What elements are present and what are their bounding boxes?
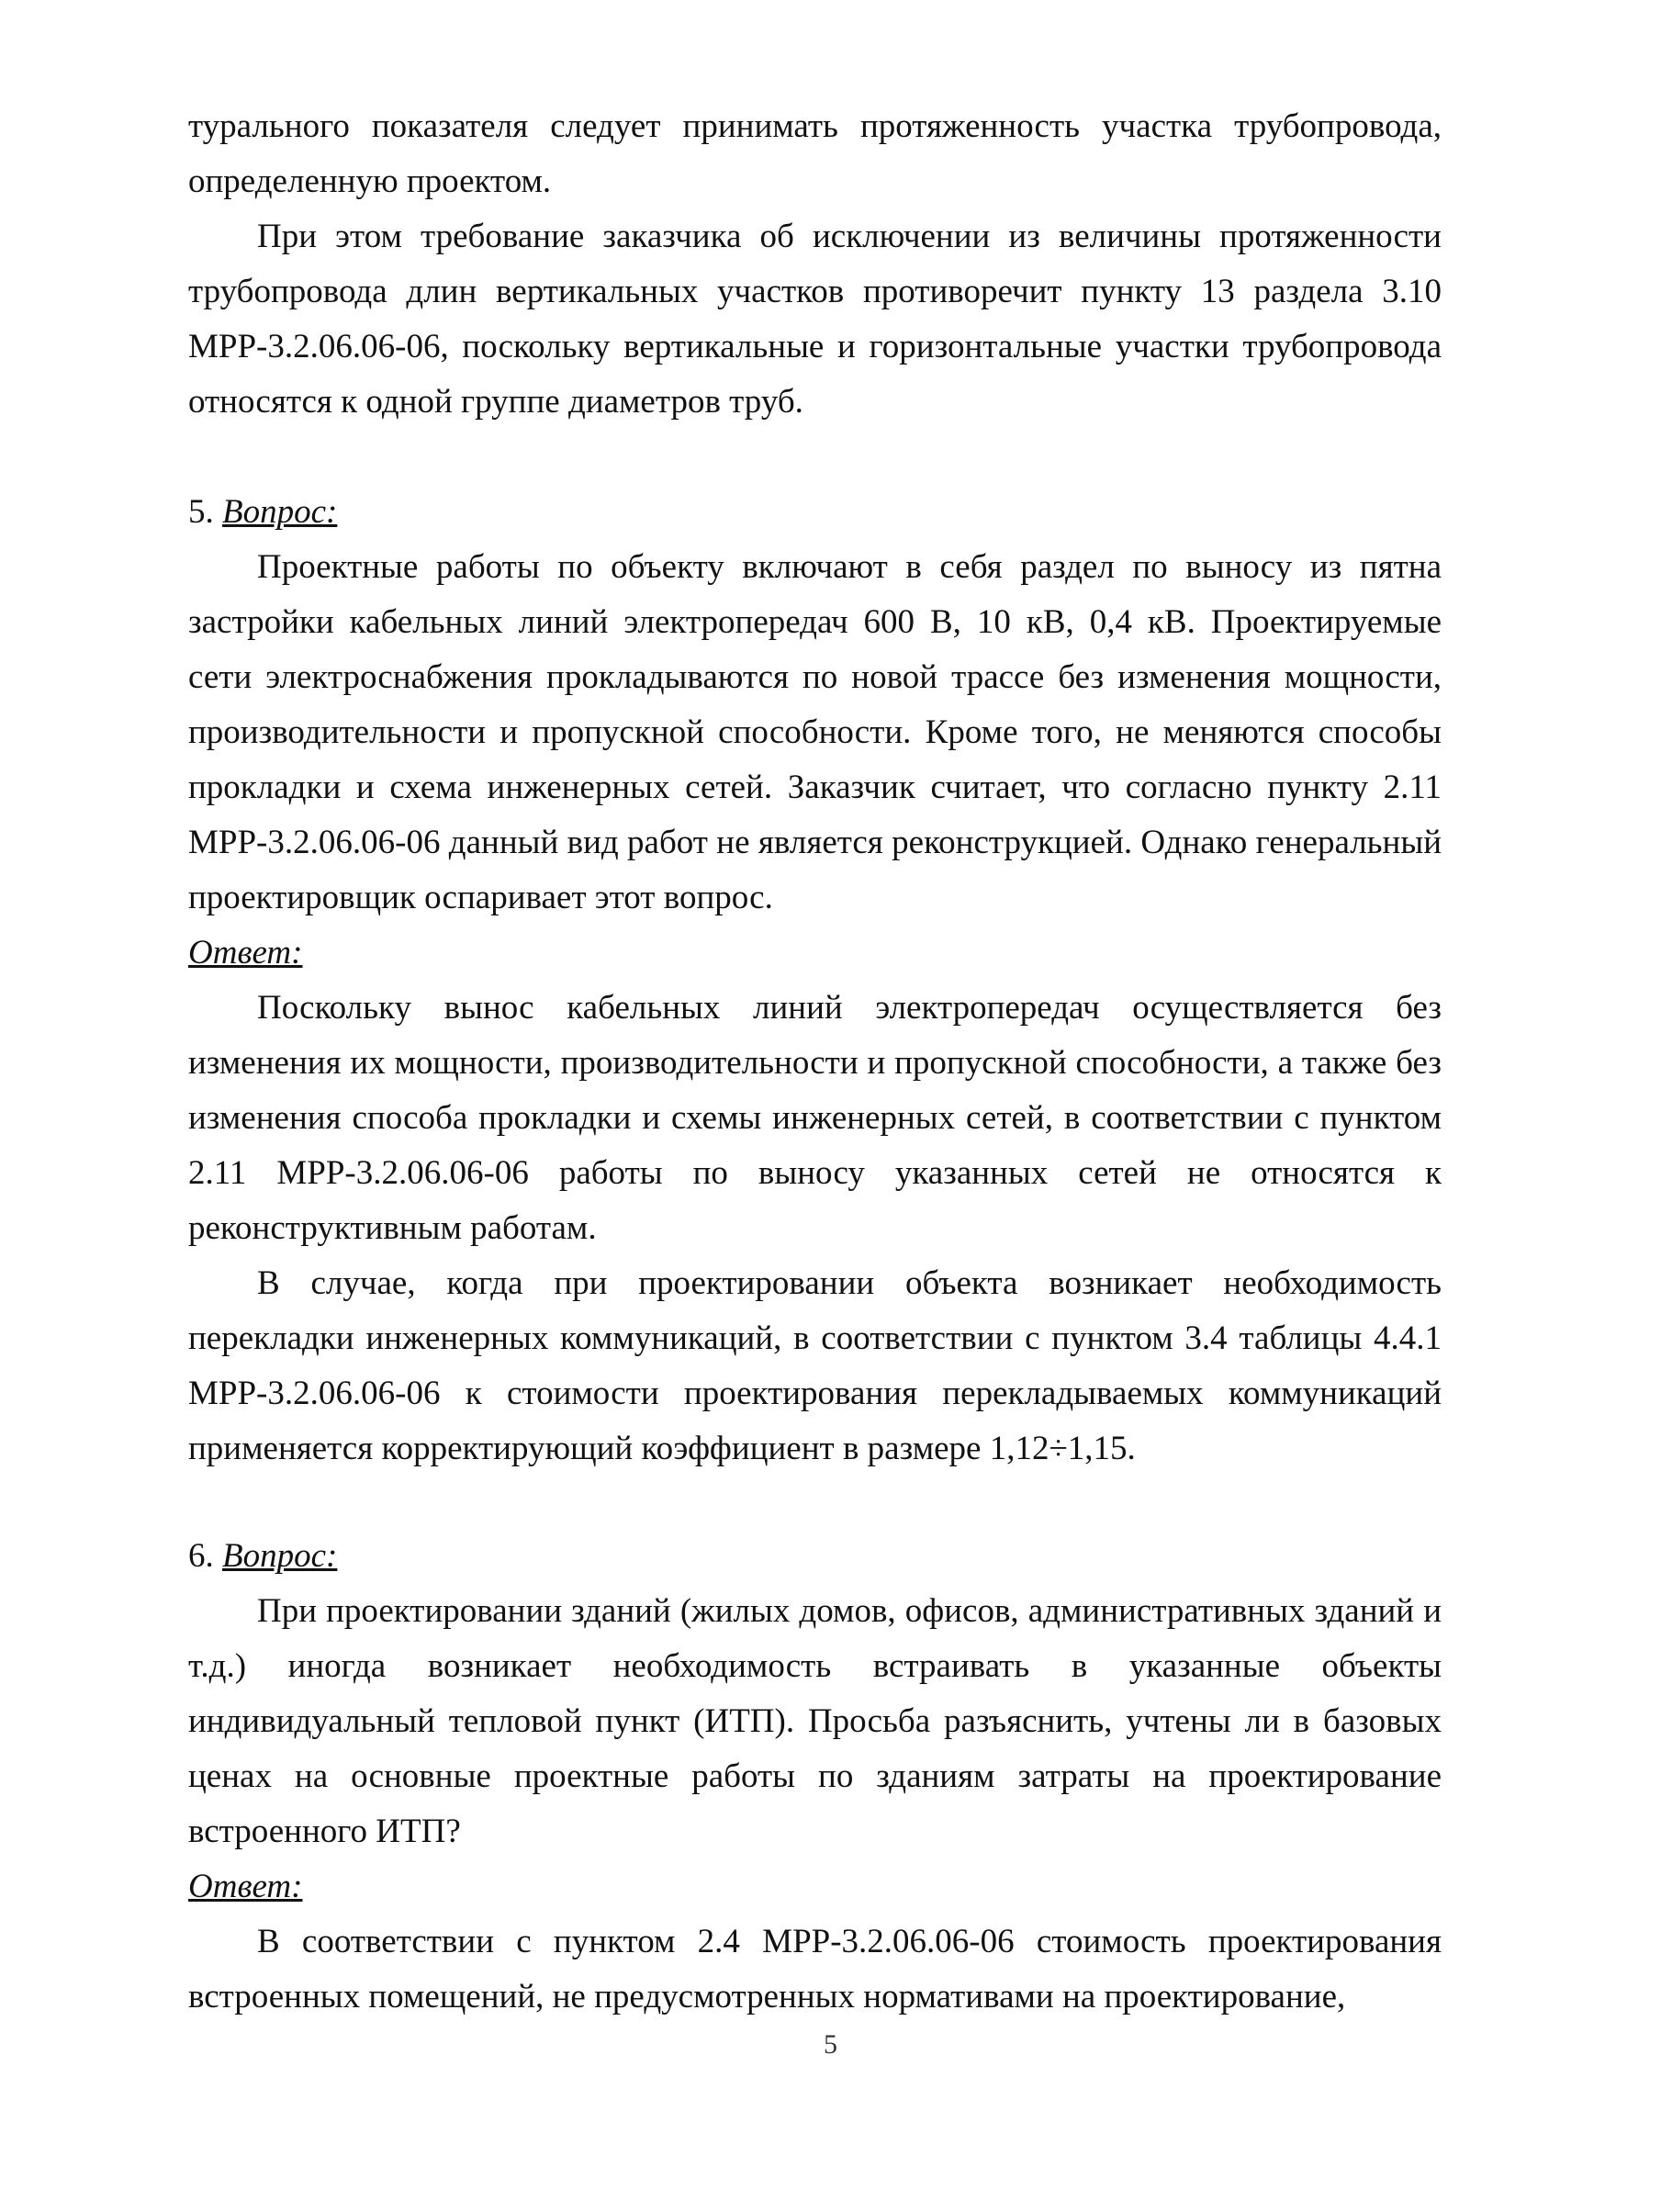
question-5-section	[188, 485, 1442, 1477]
answer-5-paragraph-1: Поскольку вынос кабельных линий электропередач осуществляется без изменения их мощности, производительности и пропускной способности, а также без изменения способа прокладки и схемы инженерных сетей, в соответствии с пунктом 2.11 МРР-3.2.06.06-06 работы по выносу указанных сетей не относятся к реконструктивным работам.	[188, 989, 1442, 1247]
intro-paragraph-1: турального показателя следует принимать протяженность участка трубопровода, определенную проектом.	[188, 107, 1442, 200]
question-5-label: Вопрос:	[222, 493, 338, 531]
question-6-label: Вопрос:	[222, 1537, 338, 1575]
page-number: 5	[824, 2029, 837, 2060]
answer-6-label: Ответ:	[188, 1868, 303, 1905]
question-6-number: 6.	[188, 1537, 214, 1575]
question-5-heading	[188, 485, 1442, 540]
intro-section	[188, 99, 1442, 430]
question-6-section	[188, 1529, 1442, 2025]
answer-5-paragraph-2: В случае, когда при проектировании объекта возникает необходимость перекладки инженерных коммуникаций, в соответствии с пунктом 3.4 таблицы 4.4.1 МРР-3.2.06.06-06 к стоимости проектирования перекладываемых коммуникаций применяется корректирующий коэффициент в размере 1,12÷1,15.	[188, 1264, 1442, 1467]
question-6-heading	[188, 1529, 1442, 1584]
question-6-text: При проектировании зданий (жилых домов, офисов, административных зданий и т.д.) иногда возникает необходимость встраивать в указанные объекты индивидуальный тепловой пункт (ИТП). Просьба разъяснить, учтены ли в базовых ценах на основные проектные работы по зданиям затраты на проектирование встроенного ИТП?	[188, 1592, 1442, 1850]
answer-6-paragraph-1: В соответствии с пунктом 2.4 МРР-3.2.06.06-06 стоимость проектирования встроенных помещений, не предусмотренных нормативами на проектирование,	[188, 1923, 1442, 2016]
question-5-text: Проектные работы по объекту включают в себя раздел по выносу из пятна застройки кабельных линий электропередач 600 В, 10 кВ, 0,4 кВ. Проектируемые сети электроснабжения прокладываются по новой трассе без изменения мощности, производительности и пропускной способности. Кроме того, не меняются способы прокладки и схема инженерных сетей. Заказчик считает, что согласно пункту 2.11 МРР-3.2.06.06-06 данный вид работ не является реконструкцией. Однако генеральный проектировщик оспаривает этот вопрос.	[188, 548, 1442, 916]
question-5-number: 5.	[188, 493, 214, 531]
intro-paragraph-2: При этом требование заказчика об исключении из величины протяженности трубопровода длин вертикальных участков противоречит пункту 13 раздела 3.10 МРР-3.2.06.06-06, поскольку вертикальные и горизонтальные участки трубопровода относятся к одной группе диаметров труб.	[188, 218, 1442, 421]
answer-5-label: Ответ:	[188, 934, 303, 971]
